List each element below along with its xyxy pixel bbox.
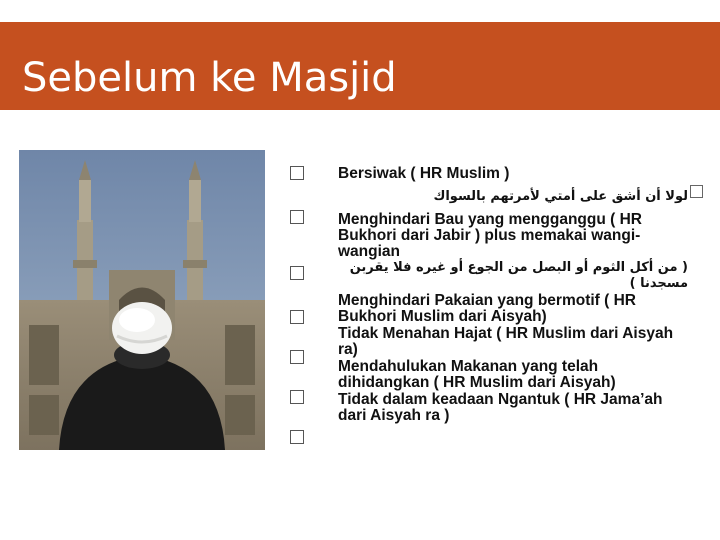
list-item-arabic: لولا أن أشق على أمتي لأمرتهم بالسواك (433, 189, 688, 204)
bullet-box-icon (290, 430, 304, 444)
mosque-photo-illustration (19, 150, 265, 450)
bullet-box-icon (290, 210, 304, 224)
list-item: Bersiwak ( HR Muslim ) (338, 165, 510, 182)
bullet-box-icon (290, 266, 304, 280)
list-item: Tidak Menahan Hajat ( HR Muslim dari Aisyah ra) (338, 325, 674, 358)
sub-bullet-box-icon (690, 185, 703, 198)
top-strip (0, 0, 720, 22)
list-item: Menghindari Pakaian yang bermotif ( HR Bukhori Muslim dari Aisyah) (338, 292, 636, 325)
list-item: Mendahulukan Makanan yang telah dihidangkan ( HR Muslim dari Aisyah) (338, 358, 616, 391)
mosque-photo (19, 150, 265, 450)
bullet-box-icon (290, 166, 304, 180)
list-item-arabic: ( من أكل الثوم أو البصل من الجوع أو غيره فلا يقربن مسجدنا ) (349, 260, 688, 291)
bullet-box-icon (290, 390, 304, 404)
title-bar (0, 22, 720, 110)
bullet-list (338, 162, 688, 424)
slide-title: Sebelum ke Masjid (22, 55, 397, 101)
list-item: Tidak dalam keadaan Ngantuk ( HR Jama’ah dari Aisyah ra ) (338, 391, 663, 424)
bullet-box-icon (290, 350, 304, 364)
list-item: Menghindari Bau yang mengganggu ( HR Bukhori dari Jabir ) plus memakai wangi-wangian (338, 211, 642, 260)
bullet-box-icon (290, 310, 304, 324)
